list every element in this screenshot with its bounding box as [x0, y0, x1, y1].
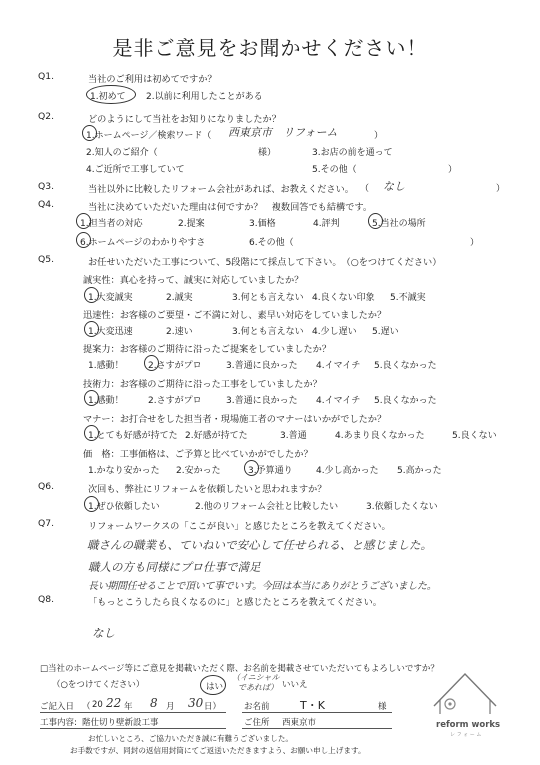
address-value: 西東京市: [282, 718, 317, 728]
q6-option-3[interactable]: 3.依頼したくない: [366, 502, 438, 512]
consent-question: □当社のホームページ等にご意見を掲載いただく際、お名前を掲載させていただいてもよろしいですか？: [40, 664, 439, 674]
q5-item-manner-option-3[interactable]: 3.普通: [280, 431, 307, 441]
q5-item-speed-option-3[interactable]: 3.何とも言えない: [232, 327, 304, 337]
q5-item-technique-option-5[interactable]: 5.良くなかった: [374, 396, 437, 406]
q5-item-technique-option-4[interactable]: 4.イマイチ: [316, 396, 361, 406]
q4-answer-circle-6: [76, 232, 91, 248]
date-year-label: 年: [124, 702, 133, 712]
name-label: お名前: [244, 702, 270, 712]
q5-item-price-option-5[interactable]: 5.高かった: [397, 466, 442, 476]
work-underline: [40, 728, 226, 729]
q8-number: Q8.: [38, 594, 54, 605]
date-month-label: 月: [166, 702, 175, 712]
q5-item-honesty-label: 誠実性：真心を持って、誠実に対応していましたか？: [83, 275, 304, 286]
consent-handwritten-note-2: であれば）: [238, 683, 278, 692]
q2-option-5[interactable]: 5.その他（: [312, 165, 357, 175]
q2-search-word-handwritten: 西東京市 リフォーム: [228, 126, 338, 139]
q2-option-1[interactable]: 1.ホームページ／検索ワード（: [86, 131, 212, 141]
q5-item-price-option-4[interactable]: 4.少し高かった: [316, 466, 379, 476]
q5-item-speed-option-2[interactable]: 2.速い: [166, 327, 193, 337]
q5-item-honesty-option-2[interactable]: 2.誠実: [166, 293, 193, 303]
date-day-label: 日）: [204, 702, 222, 712]
q6-option-1[interactable]: 1.ぜひ依頼したい: [88, 502, 160, 512]
q5-item-proposal-label: 提案力：お客様のご期待に沿ったご提案をしていましたか？: [83, 344, 332, 355]
consent-answer-circle: [200, 675, 226, 695]
q6-option-2[interactable]: 2.他のリフォーム会社と比較したい: [195, 502, 339, 512]
q5-question: お任せいただいた工事について、5段階にて採点して下さい。 （○をつけてください）: [88, 257, 442, 268]
q2-option-2[interactable]: 2.知人のご紹介（: [86, 148, 158, 158]
q5-item-technique-label: 技術力：お客様のご期待に沿った工事をしていましたか？: [83, 379, 322, 390]
address-underline: [242, 728, 392, 729]
q1-number: Q1.: [38, 71, 54, 82]
q2-option-5-close: ）: [448, 165, 458, 175]
work-value: 階仕切り壁新設工事: [82, 718, 159, 728]
q5-item-manner-option-5[interactable]: 5.良くない: [452, 431, 497, 441]
q5-item-honesty-option-3[interactable]: 3.何とも言えない: [232, 293, 304, 303]
q2-option-3[interactable]: 3.お店の前を通って: [312, 148, 393, 158]
consent-no[interactable]: いいえ: [282, 680, 308, 690]
q6-number: Q6.: [38, 481, 54, 492]
date-day: 30: [188, 696, 204, 710]
name-suffix: 様: [378, 702, 387, 712]
q5-item-speed-option-4[interactable]: 4.少し遅い: [312, 327, 357, 337]
q4-number: Q4.: [38, 199, 54, 210]
q7-number: Q7.: [38, 518, 54, 529]
date-month: 8: [150, 696, 158, 710]
q6-answer-circle: [84, 496, 99, 512]
q5-item-manner-option-4[interactable]: 4.あまり良くなかった: [335, 431, 425, 441]
q5-item-speed-label: 迅速性：お客様のご要望・ご不満に対し、素早い対応をしていましたか？: [83, 310, 387, 321]
q2-option-2-suffix: 様）: [258, 148, 277, 158]
q2-option-1-close: ）: [374, 131, 384, 141]
page-title: 是非ご意見をお聞かせください！: [112, 36, 428, 60]
q3-number: Q3.: [38, 181, 54, 192]
q5-item-manner-option-2[interactable]: 2.好感が持てた: [185, 431, 248, 441]
q5-item-manner-label: マナー：お打合せをした担当者・現場施工者のマナーはいかがでしたか？: [83, 414, 387, 425]
q4-option-other[interactable]: 6.その他（: [249, 238, 294, 248]
thanks-note: お忙しいところ、ご協力いただき誠に有難うございました。: [88, 734, 294, 743]
q4-option-4[interactable]: 4.評判: [313, 219, 340, 229]
q4-option-3[interactable]: 3.価格: [249, 219, 276, 229]
q5-item-price-option-2[interactable]: 2.安かった: [176, 466, 221, 476]
q2-option-4[interactable]: 4.ご近所で工事していて: [86, 165, 185, 175]
q4-option-6[interactable]: 6.ホームページのわかりやすさ: [80, 238, 206, 248]
q2-answer-circle: [82, 125, 97, 141]
q5-item-proposal-answer-circle: [144, 355, 159, 371]
date-label: ご記入日: [40, 702, 75, 712]
address-label: ご住所: [244, 718, 270, 728]
return-note: お手数ですが、同封の返信用封筒にてご返送いただきますよう、お願い申し上げます。: [70, 746, 366, 755]
q5-item-speed-answer-circle: [84, 321, 99, 337]
q5-item-honesty-option-5[interactable]: 5.不誠実: [390, 293, 426, 303]
work-label: 工事内容:: [40, 718, 77, 728]
q5-item-manner-answer-circle: [84, 425, 99, 441]
q5-item-honesty-option-1[interactable]: 1.大変誠実: [88, 293, 133, 303]
q5-item-price-answer-circle: [244, 460, 259, 476]
q5-item-price-option-3[interactable]: 3.予算通り: [248, 466, 293, 476]
q4-question: 当社に決めていただいた理由は何ですか？ 複数回答でも結構です。: [88, 202, 373, 213]
consent-yes[interactable]: はい: [206, 682, 224, 692]
q8-answer-handwritten: なし: [92, 626, 115, 640]
consent-handwritten-note-1: （イニシャル: [232, 673, 280, 682]
q5-number: Q5.: [38, 254, 54, 265]
consent-instruction: （○をつけてください）: [52, 680, 145, 690]
q5-item-proposal-option-4[interactable]: 4.イマイチ: [316, 361, 361, 371]
date-open-paren: （: [82, 702, 91, 712]
q5-item-price-option-1[interactable]: 1.かなり安かった: [88, 466, 160, 476]
q5-item-price-label: 価 格：工事価格は、ご予算と比べていかがでしたか？: [83, 449, 313, 460]
q7-answer-line-2: 職人の方も同様にプロ仕事で満足: [88, 560, 261, 574]
q3-answer-handwritten: なし: [383, 180, 405, 193]
q5-item-proposal-option-1[interactable]: 1.感動！: [88, 361, 124, 371]
q5-item-proposal-option-3[interactable]: 3.普通に良かった: [226, 361, 298, 371]
date-era: 20: [92, 700, 103, 710]
q6-question: 次回も、弊社にリフォームを依頼したいと思われますか？: [88, 484, 327, 495]
name-underline: [242, 712, 392, 713]
q5-item-technique-option-2[interactable]: 2.さすがプロ: [148, 396, 202, 406]
q1-question: 当社のご利用は初めてですか？: [88, 74, 217, 85]
q5-item-technique-option-3[interactable]: 3.普通に良かった: [226, 396, 298, 406]
q1-answer-circle: [86, 85, 136, 104]
logo-text: reform works: [436, 720, 501, 730]
q2-question: どのようにして当社をお知りになりましたか？: [88, 114, 281, 125]
q7-answer-line-3: 長い期間任せることで頂いて事でいす。今回は本当にありがとうございました。: [88, 581, 437, 592]
date-year: 22: [106, 696, 122, 710]
q7-answer-line-1: 職さんの職業も、ていねいで安心して任せられる、と感じました。: [87, 538, 432, 552]
logo-subtext: レ フ ォ ー ム: [450, 732, 482, 738]
q4-option-other-close: ）: [470, 238, 480, 248]
house-logo-icon: [428, 668, 502, 726]
q5-item-honesty-answer-circle: [84, 287, 99, 303]
q5-item-technique-answer-circle: [84, 390, 99, 406]
q4-option-5[interactable]: 5.当社の場所: [372, 219, 426, 229]
q1-option-2[interactable]: 2.以前に利用したことがある: [146, 92, 263, 102]
q5-item-proposal-option-2[interactable]: 2.さすがプロ: [148, 361, 202, 371]
q8-question: 「もっとこうしたら良くなるのに」と感じたところを教えてください。: [88, 597, 382, 608]
date-underline: [40, 712, 226, 713]
q2-number: Q2.: [38, 111, 54, 122]
q3-open-paren: （: [360, 184, 370, 194]
q5-item-honesty-option-4[interactable]: 4.良くない印象: [312, 293, 375, 303]
q1-option-1[interactable]: 1.初めて: [90, 92, 126, 102]
q3-question: 当社以外に比較したリフォーム会社があれば、お教えください。: [88, 184, 354, 195]
q5-item-manner-option-1[interactable]: 1.とても好感が持てた: [88, 431, 178, 441]
q4-option-2[interactable]: 2.提案: [178, 219, 205, 229]
q5-item-speed-option-5[interactable]: 5.遅い: [372, 327, 399, 337]
q4-answer-circle-5: [368, 213, 383, 229]
q5-item-speed-option-1[interactable]: 1.大変迅速: [88, 327, 133, 337]
q7-question: リフォームワークスの「ここが良い」と感じたところを教えてください。: [88, 521, 391, 532]
q5-item-technique-option-1[interactable]: 1.感動！: [88, 396, 124, 406]
q4-option-1[interactable]: 1.担当者の対応: [80, 219, 143, 229]
q4-answer-circle-1: [76, 213, 91, 229]
q5-item-proposal-option-5[interactable]: 5.良くなかった: [374, 361, 437, 371]
q3-close-paren: ）: [496, 184, 506, 194]
name-value: T・K: [300, 699, 325, 712]
